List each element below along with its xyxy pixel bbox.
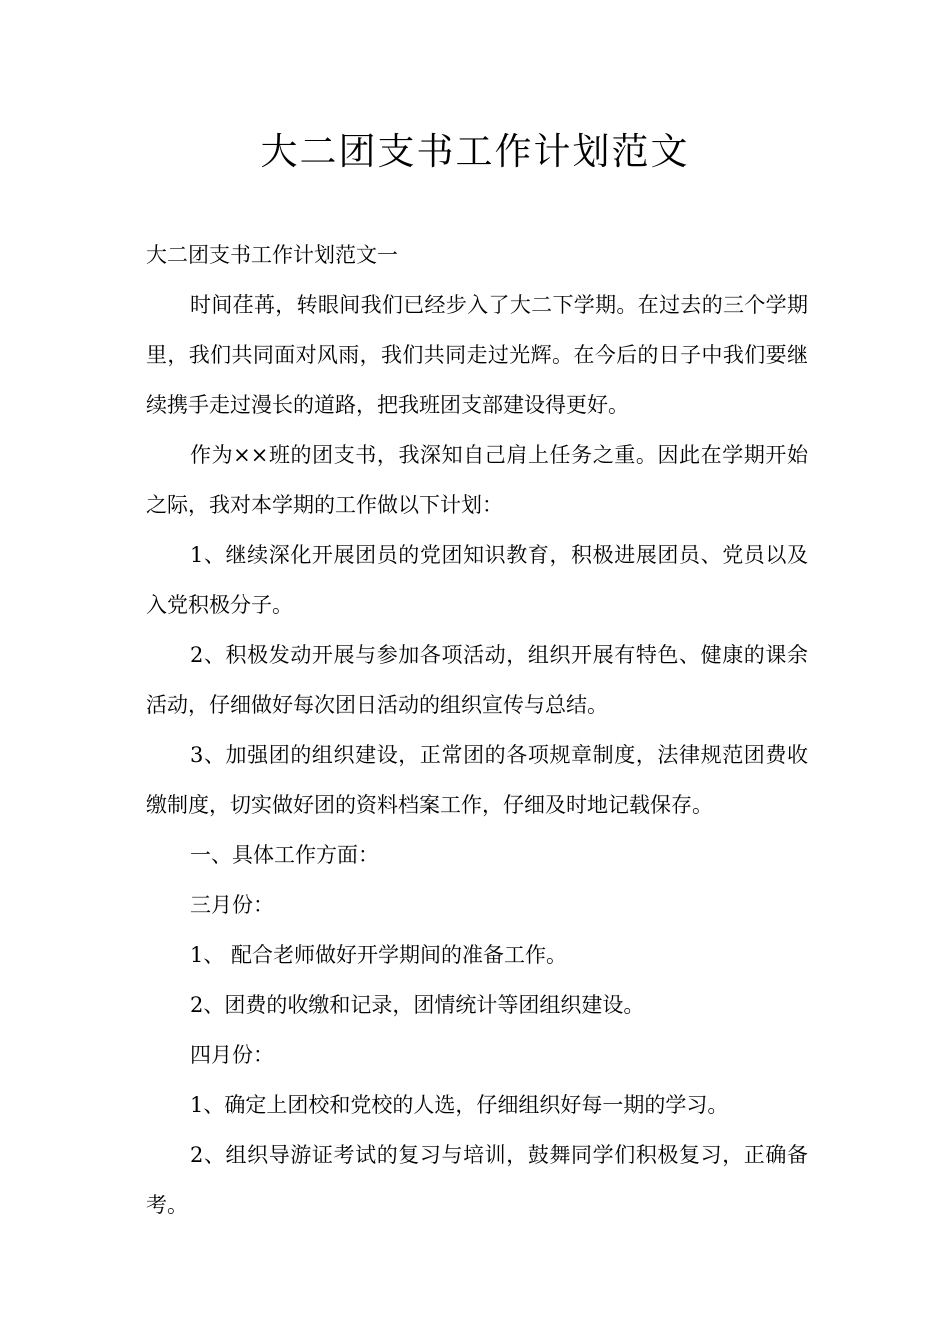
month-item: 1、 配合老师做好开学期间的准备工作。 [190,943,568,967]
plan-item: 3、加强团的组织建设，正常团的各项规章制度，法律规范团费收缴制度，切实做好团的资料档案工作，仔细及时地记载保存。 [146,743,808,817]
document-body [146,230,808,1230]
subsection-heading: 一、具体工作方面： [190,843,379,867]
plan-item: 1、继续深化开展团员的党团知识教育，积极进展团员、党员以及入党积极分子。 [146,543,808,617]
paragraph: 时间荏苒，转眼间我们已经步入了大二下学期。在过去的三个学期里，我们共同面对风雨，我们共同走过光辉。在今后的日子中我们要继续携手走过漫长的道路，把我班团支部建设得更好。 [146,293,808,417]
month-item: 2、团费的收缴和记录，团情统计等团组织建设。 [190,993,645,1017]
section-heading: 大二团支书工作计划范文一 [146,243,398,267]
paragraph: 作为××班的团支书，我深知自己肩上任务之重。因此在学期开始之际，我对本学期的工作做以下计划： [146,443,808,517]
month-heading: 三月份： [190,893,274,917]
month-item: 2、组织导游证考试的复习与培训，鼓舞同学们积极复习，正确备考。 [146,1143,808,1217]
document-title: 大二团支书工作计划范文 [260,130,690,173]
plan-item: 2、积极发动开展与参加各项活动，组织开展有特色、健康的课余活动，仔细做好每次团日活动的组织宣传与总结。 [146,643,808,717]
month-heading: 四月份： [190,1043,274,1067]
month-item: 1、确定上团校和党校的人选，仔细组织好每一期的学习。 [190,1093,729,1117]
